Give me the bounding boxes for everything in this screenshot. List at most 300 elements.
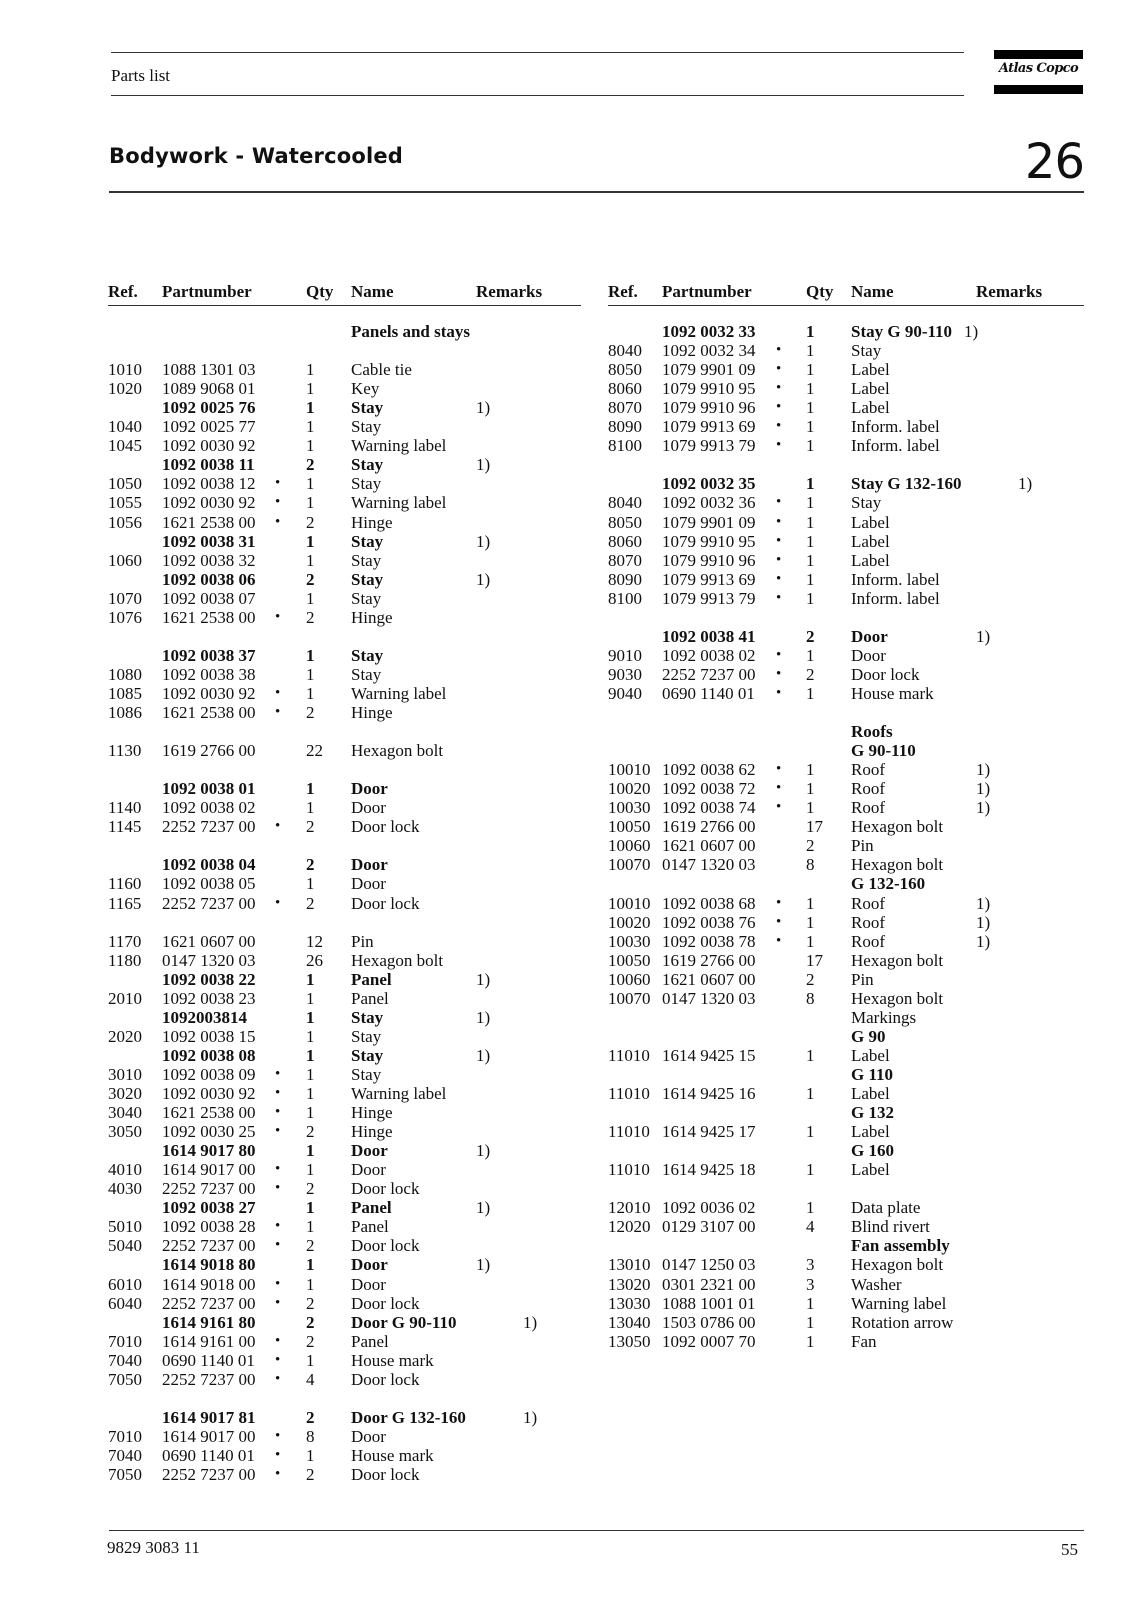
ref-cell: 1060 [108,550,142,570]
name-cell: Roof [851,912,885,932]
remarks-cell: 1) [523,1312,538,1332]
name-cell: Hexagon bolt [851,817,944,837]
part-number-cell: 1092 0030 92 [162,493,256,513]
ref-cell: 8050 [608,360,642,380]
col-header-name: Name [351,282,394,301]
name-cell: Hexagon bolt [851,950,944,970]
name-cell: Door [351,1141,388,1161]
name-cell: Hinge [351,1122,393,1142]
qty-cell: 2 [306,512,315,532]
ref-cell: 1085 [108,683,142,703]
ref-cell: 11010 [608,1045,650,1065]
qty-cell: 1 [806,550,815,570]
qty-cell: 1 [306,1007,315,1027]
part-number-cell: 1092 0030 92 [162,436,256,456]
qty-cell: 1 [806,798,815,818]
bullet-cell: • [275,513,281,530]
part-number-cell: 1092 0038 02 [662,645,756,665]
part-number-cell: 1619 2766 00 [162,741,256,761]
qty-cell: 1 [806,417,815,437]
ref-cell: 10020 [608,779,651,799]
bullet-cell: • [275,1332,281,1349]
part-number-cell: 1092 0038 06 [162,569,256,589]
qty-cell: 1 [306,1103,315,1123]
qty-cell: 2 [306,607,315,627]
ref-cell: 8100 [608,436,642,456]
table-row [0,970,1131,989]
ref-cell: 6010 [108,1274,142,1294]
bullet-cell: • [275,1161,281,1178]
qty-cell: 1 [306,1045,315,1065]
qty-cell: 1 [806,760,815,780]
col-header-remarks: Remarks [476,282,543,301]
qty-cell: 1 [306,664,315,684]
group-heading [0,1065,1131,1084]
ref-cell: 1070 [108,588,142,608]
col-header-qty: Qty [306,282,334,301]
qty-cell: 1 [306,1064,315,1084]
name-cell: Panel [351,988,389,1008]
part-number-cell: 1621 2538 00 [162,512,256,532]
part-number-cell: 1092 0036 02 [662,1198,756,1218]
remarks-cell: 1) [476,1198,491,1218]
section-number: 26 [1024,134,1084,190]
name-cell: Roof [851,798,885,818]
name-cell: Rotation arrow [851,1312,954,1332]
part-number-cell: 2252 7237 00 [162,893,256,913]
table-row [0,436,1131,455]
ref-cell: 8090 [608,569,642,589]
qty-cell: 2 [306,1407,315,1427]
ref-cell: 5010 [108,1217,142,1237]
part-number-cell: 1092 0038 23 [162,988,256,1008]
name-cell: Label [851,1122,890,1142]
remarks-cell: 1) [976,893,991,913]
ref-cell: 4010 [108,1160,142,1180]
table-row [0,1084,1131,1103]
table-row [0,1046,1131,1065]
bullet-cell: • [776,684,782,701]
remarks-cell: 1) [976,760,991,780]
qty-cell: 1 [306,550,315,570]
part-number-cell: 1092 0032 33 [662,322,756,341]
ref-cell: 12020 [608,1217,651,1237]
name-cell: Stay G 90-110 [851,322,953,341]
name-cell: Stay [851,341,882,361]
bullet-cell: • [275,1370,281,1387]
part-number-cell: 1079 9910 95 [662,531,756,551]
name-cell: Hexagon bolt [351,950,444,970]
col-header-part-number: Partnumber [162,282,252,301]
part-number-cell: 1092 0038 08 [162,1045,256,1065]
qty-cell: 1 [806,912,815,932]
table-row [0,798,1131,817]
col-header-part-number: Partnumber [662,282,752,301]
qty-cell: 1 [806,1084,815,1103]
qty-cell: 1 [306,988,315,1008]
part-number-cell: 1092 0038 01 [162,779,256,799]
qty-cell: 2 [306,569,315,589]
name-cell: Fan assembly [851,1236,950,1256]
name-cell: Door lock [351,1293,420,1313]
ref-cell: 11010 [608,1084,650,1103]
qty-cell: 1 [806,379,815,399]
name-cell: G 90-110 [851,741,916,761]
part-number-cell: 2252 7237 00 [162,1236,256,1256]
bullet-cell: • [275,1180,281,1197]
name-cell: Roof [851,760,885,780]
part-number-cell: 1614 9161 00 [162,1331,256,1351]
name-cell: House mark [351,1350,434,1370]
part-number-cell: 1092 0025 76 [162,398,256,418]
table-row [0,1275,1131,1294]
qty-cell: 2 [306,817,315,837]
qty-cell: 1 [806,360,815,380]
qty-cell: 1 [806,322,815,341]
footer-rule [109,1530,1084,1531]
qty-cell: 12 [306,931,323,951]
name-cell: Panels and stays [351,322,471,341]
table-row [0,1313,1131,1332]
qty-cell: 1 [306,398,315,418]
ref-cell: 1076 [108,607,142,627]
col-header-name: Name [851,282,894,301]
table-row [0,1446,1131,1465]
table-row [0,646,1131,665]
part-number-cell: 1089 9068 01 [162,379,256,399]
ref-cell: 1045 [108,436,142,456]
ref-cell: 1055 [108,493,142,513]
ref-cell: 10010 [608,893,651,913]
qty-cell: 1 [306,474,315,494]
qty-cell: 2 [306,703,315,722]
qty-cell: 1 [306,379,315,399]
name-cell: Door [351,1274,386,1294]
ref-cell: 7010 [108,1426,142,1446]
ref-cell: 12010 [608,1198,651,1218]
qty-cell: 1 [306,360,315,380]
qty-cell: 1 [306,493,315,513]
ref-cell: 10030 [608,798,651,818]
name-cell: Hinge [351,512,393,532]
name-cell: Door [351,1160,386,1180]
qty-cell: 3 [806,1255,815,1275]
part-number-cell: 2252 7237 00 [162,1179,256,1199]
ref-cell: 1056 [108,512,142,532]
name-cell: Door lock [351,1236,420,1256]
name-cell: Panel [351,1198,392,1218]
qty-cell: 1 [306,1445,315,1465]
part-number-cell: 1092 0025 77 [162,417,256,437]
part-number-cell: 1614 9425 17 [662,1122,756,1142]
part-number-cell: 1614 9017 80 [162,1141,256,1161]
part-number-cell: 1092 0038 09 [162,1064,256,1084]
name-cell: Stay [351,417,382,437]
part-number-cell: 1621 2538 00 [162,607,256,627]
name-cell: Markings [851,1007,917,1027]
table-row [0,894,1131,913]
remarks-cell: 1) [476,531,491,551]
group-heading [0,722,1131,741]
name-cell: Stay [351,455,384,475]
part-number-cell: 1079 9910 95 [662,379,756,399]
remarks-cell: 1) [976,779,991,799]
ref-cell: 7050 [108,1369,142,1389]
table-row [0,1465,1131,1484]
table-row [0,665,1131,684]
ref-cell: 3020 [108,1084,142,1103]
part-number-cell: 1092 0038 74 [662,798,756,818]
part-number-cell: 0129 3107 00 [662,1217,756,1237]
bullet-cell: • [275,494,281,511]
ref-cell: 8040 [608,341,642,361]
part-number-cell: 1621 0607 00 [662,969,756,989]
ref-cell: 2010 [108,988,142,1008]
ref-cell: 8040 [608,493,642,513]
qty-cell: 2 [806,664,815,684]
name-cell: Door [351,1255,388,1275]
qty-cell: 1 [806,341,815,361]
ref-cell: 7050 [108,1465,142,1484]
table-row [0,493,1131,512]
name-cell: Pin [351,931,374,951]
document-number: 9829 3083 11 [107,1538,200,1557]
part-number-cell: 2252 7237 00 [162,1293,256,1313]
ref-cell: 8070 [608,398,642,418]
part-number-cell: 1621 0607 00 [662,836,756,856]
table-row [0,341,1131,360]
name-cell: Stay [351,645,384,665]
qty-cell: 4 [806,1217,815,1237]
qty-cell: 2 [306,455,315,475]
table-row [0,989,1131,1008]
ref-cell: 13030 [608,1293,651,1313]
name-cell: Roof [851,931,885,951]
name-cell: Panel [351,1331,389,1351]
qty-cell: 1 [806,645,815,665]
part-number-cell: 1621 2538 00 [162,1103,256,1123]
remarks-cell: 1) [476,398,491,418]
qty-cell: 2 [306,1312,315,1332]
part-number-cell: 0147 1320 03 [662,988,756,1008]
part-number-cell: 1088 1001 01 [662,1293,756,1313]
qty-cell: 1 [306,645,315,665]
qty-cell: 2 [306,1331,315,1351]
ref-cell: 1050 [108,474,142,494]
name-cell: Stay [351,1007,384,1027]
table-row [0,1217,1131,1236]
remarks-cell: 1) [476,1045,491,1065]
qty-cell: 8 [306,1426,315,1446]
bullet-cell: • [275,1104,281,1121]
qty-cell: 1 [806,512,815,532]
bullet-cell: • [275,1237,281,1254]
part-number-cell: 1619 2766 00 [662,950,756,970]
qty-cell: 1 [306,1255,315,1275]
ref-cell: 8050 [608,512,642,532]
ref-cell: 10060 [608,836,651,856]
bullet-cell: • [275,1275,281,1292]
qty-cell: 26 [306,950,323,970]
part-number-cell: 0147 1250 03 [662,1255,756,1275]
ref-cell: 13010 [608,1255,651,1275]
name-cell: Stay G 132-160 [851,474,962,494]
part-number-cell: 1614 9018 00 [162,1274,256,1294]
part-number-cell: 1092 0032 34 [662,341,756,361]
qty-cell: 2 [306,1236,315,1256]
part-number-cell: 2252 7237 00 [162,817,256,837]
name-cell: Door lock [351,893,420,913]
name-cell: Warning label [351,493,447,513]
name-cell: Warning label [351,436,447,456]
name-cell: Label [851,1045,890,1065]
table-row [0,532,1131,551]
bullet-cell: • [776,894,782,911]
col-header-qty: Qty [806,282,834,301]
ref-cell: 11010 [608,1160,650,1180]
table-row [0,322,1131,341]
part-number-cell: 1079 9901 09 [662,512,756,532]
ref-cell: 2020 [108,1026,142,1046]
part-number-cell: 1092 0038 32 [162,550,256,570]
remarks-cell: 1) [476,569,491,589]
table-row [0,684,1131,703]
table-row [0,455,1131,474]
name-cell: Fan [851,1331,877,1351]
qty-cell: 1 [306,969,315,989]
ref-cell: 10050 [608,950,651,970]
bullet-cell: • [776,799,782,816]
name-cell: Stay [351,531,384,551]
name-cell: Stay [851,493,882,513]
part-number-cell: 0690 1140 01 [662,683,755,703]
bullet-cell: • [776,780,782,797]
table-row [0,1370,1131,1389]
name-cell: Warning label [351,1084,447,1103]
ref-cell: 7040 [108,1445,142,1465]
ref-cell: 3050 [108,1122,142,1142]
name-cell: G 132-160 [851,874,926,894]
qty-cell: 1 [306,1026,315,1046]
part-number-cell: 1079 9913 69 [662,569,756,589]
part-number-cell: 1092 0038 62 [662,760,756,780]
table-row [0,779,1131,798]
part-number-cell: 1079 9901 09 [662,360,756,380]
name-cell: Door [351,798,386,818]
part-number-cell: 1092 0038 72 [662,779,756,799]
remarks-cell: 1) [476,969,491,989]
part-number-cell: 1092 0038 38 [162,664,256,684]
name-cell: Door lock [351,1369,420,1389]
table-row [0,1332,1131,1351]
qty-cell: 2 [806,626,815,646]
table-row [0,1427,1131,1446]
table-row [0,627,1131,646]
ref-cell: 1145 [108,817,142,837]
part-number-cell: 1092 0032 36 [662,493,756,513]
name-cell: Door [351,1426,386,1446]
qty-cell: 2 [306,893,315,913]
bullet-cell: • [275,1085,281,1101]
ref-cell: 13040 [608,1312,651,1332]
qty-cell: 1 [306,1350,315,1370]
name-cell: Cable tie [351,360,412,380]
qty-cell: 22 [306,741,323,761]
name-cell: Key [351,379,380,399]
ref-cell: 10010 [608,760,651,780]
table-row [0,379,1131,398]
ref-cell: 1180 [108,950,142,970]
qty-cell: 1 [306,1084,315,1103]
part-number-cell: 1621 2538 00 [162,703,256,722]
part-number-cell: 2252 7237 00 [162,1465,256,1484]
qty-cell: 17 [806,950,823,970]
table-row [0,589,1131,608]
bullet-cell: • [275,1427,281,1444]
ref-cell: 1130 [108,741,142,761]
header-label: Parts list [111,66,171,85]
bullet-cell: • [275,1466,281,1482]
ref-cell: 10020 [608,912,651,932]
remarks-cell: 1) [976,912,991,932]
name-cell: House mark [851,683,934,703]
part-number-cell: 1092 0038 41 [662,626,756,646]
part-number-cell: 1092 0038 28 [162,1217,256,1237]
bullet-cell: • [776,418,782,435]
name-cell: Hexagon bolt [351,741,444,761]
qty-cell: 17 [806,817,823,837]
name-cell: Stay [351,588,382,608]
name-cell: Hinge [351,607,393,627]
name-cell: Label [851,531,890,551]
ref-cell: 6040 [108,1293,142,1313]
bullet-cell: • [275,1218,281,1235]
name-cell: Inform. label [851,588,940,608]
name-cell: G 160 [851,1141,894,1161]
table-row [0,570,1131,589]
name-cell: Stay [351,1064,382,1084]
qty-cell: 1 [306,1141,315,1161]
page-title: Bodywork - Watercooled [109,144,404,168]
part-number-cell: 1092 0038 22 [162,969,256,989]
qty-cell: 2 [806,969,815,989]
group-heading [0,874,1131,893]
table-row [0,551,1131,570]
part-number-cell: 0301 2321 00 [662,1274,756,1294]
table-row [0,474,1131,493]
ref-cell: 9040 [608,683,642,703]
name-cell: Inform. label [851,417,940,437]
ref-cell: 1040 [108,417,142,437]
ref-cell: 10070 [608,855,651,875]
name-cell: G 110 [851,1064,894,1084]
name-cell: Hexagon bolt [851,988,944,1008]
part-number-cell: 2252 7237 00 [662,664,756,684]
ref-cell: 8060 [608,379,642,399]
name-cell: Roof [851,779,885,799]
ref-cell: 1080 [108,664,142,684]
remarks-cell: 1) [964,322,979,341]
name-cell: Inform. label [851,569,940,589]
table-row [0,932,1131,951]
bullet-cell: • [275,704,281,720]
name-cell: Stay [351,1045,384,1065]
qty-cell: 1 [306,417,315,437]
qty-cell: 1 [806,1045,815,1065]
ref-cell: 10060 [608,969,651,989]
name-cell: Stay [351,569,384,589]
bullet-cell: • [776,913,782,930]
